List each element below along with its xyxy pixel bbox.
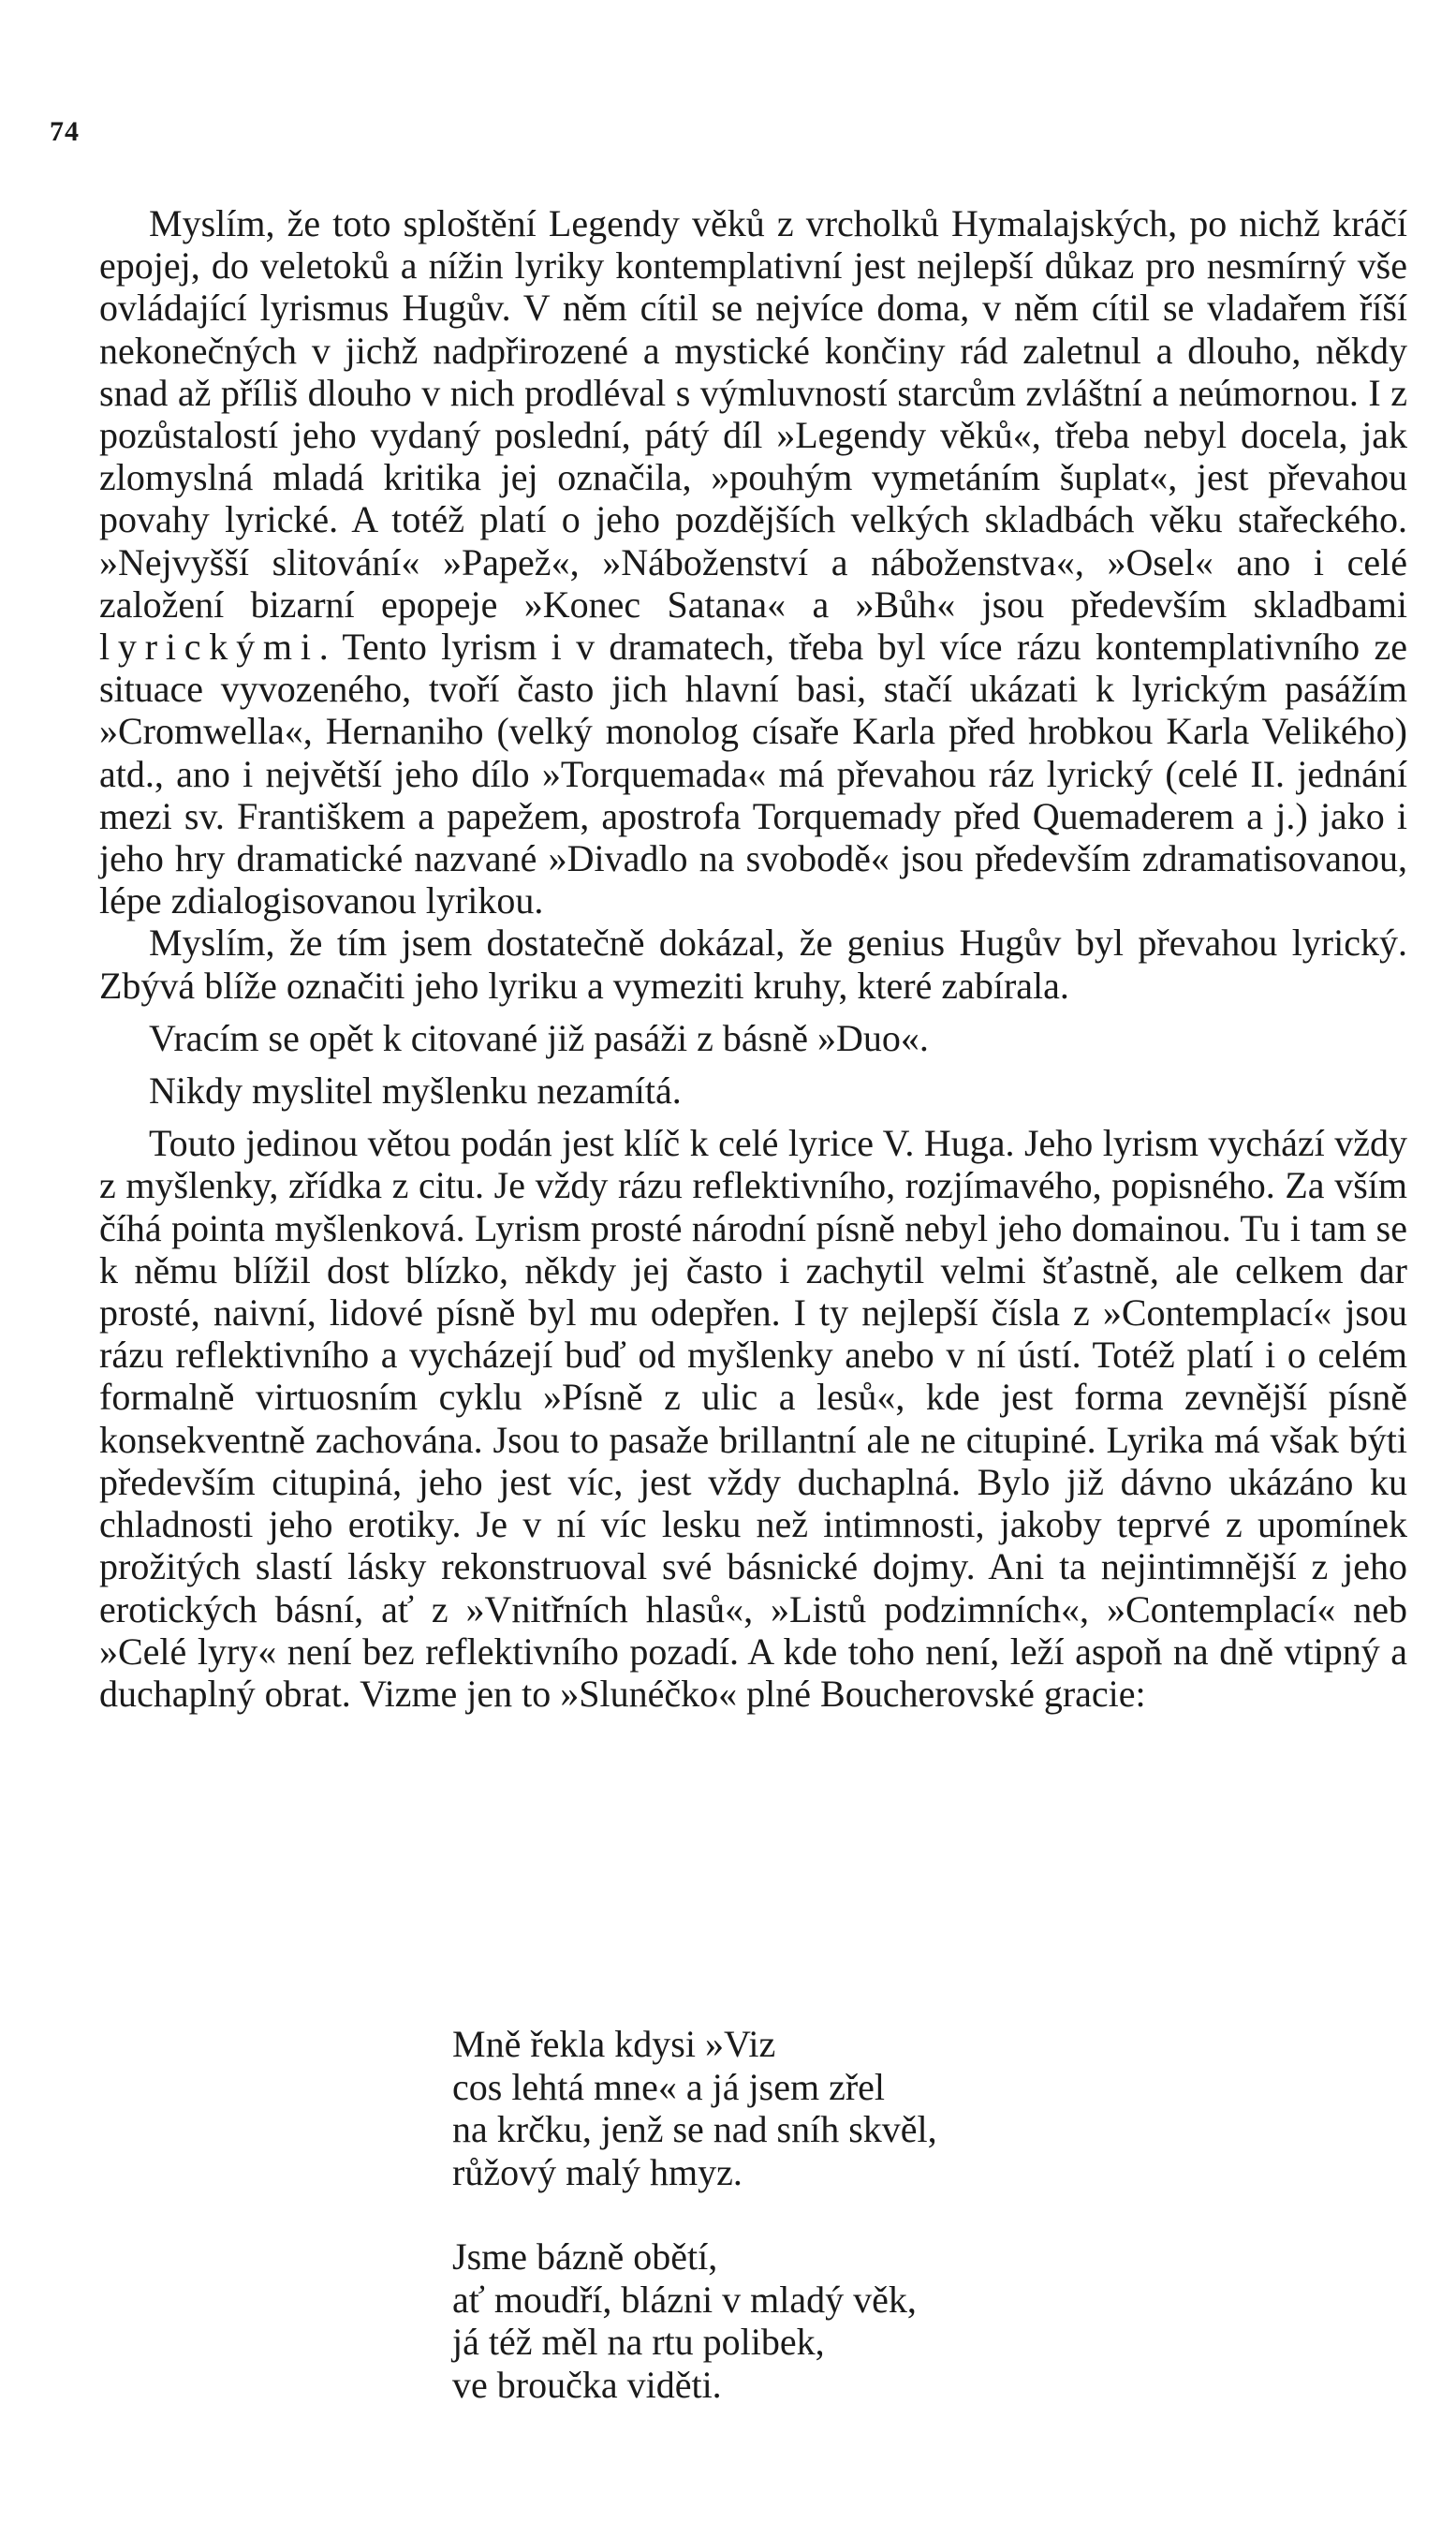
poem <box>452 2023 937 2406</box>
paragraph: Vracím se opět k citované již pasáži z básně »Duo«. <box>149 1016 929 1059</box>
poem-line: já též měl na rtu polibek, <box>452 2321 825 2363</box>
page-number: 74 <box>50 116 80 147</box>
poem-line: na krčku, jenž se nad sníh skvěl, <box>452 2108 937 2150</box>
poem-line: růžový malý hmyz. <box>452 2150 743 2193</box>
poem-line: Mně řekla kdysi »Viz <box>452 2023 776 2065</box>
emphasized-word: lyrickými <box>99 626 319 669</box>
body-text <box>99 202 1407 1715</box>
paragraph: Touto jedinou větou podán jest klíč k celé lyrice V. Huga. Jeho lyrism vychází vždy z myšlenky, zřídka z citu. Je vždy rázu reflektivního, rozjímavého, popisného. Za vším číhá pointa myšlenková. Lyrism prosté národní písně nebyl jeho domainou. Tu i tam se k němu blížil dost blízko, někdy jej často i zachytil velmi šťastně, ale celkem dar prosté, naivní, lidové písně byl mu odepřen. I ty nejlepší čísla z »Contemplací« jsou rázu reflektivního a vycházejí buď od myšlenky anebo v ní ústí. Totéž platí i o celém formalně virtuosním cyklu »Písně z ulic a lesů«, kde jest forma zevnější písně konsekventně zachována. Jsou to pasaže brillantní ale ne citupiné. Lyrika má však býti především citupiná, jeho jest víc, jest vždy duchaplná. Bylo již dávno ukázáno ku chladnosti jeho erotiky. Je v ní víc lesku než intimnosti, jakoby teprvé z upomínek prožitých slastí lásky rekonstruoval své básnické dojmy. Ani ta nejintimnější z jeho erotických básní, ať z »Vnitřních hlasů«, »Listů podzimních«, »Contemplací« neb »Celé lyry« není bez reflektivního pozadí. A kde toho není, leží aspoň na dně vtipný a duchaplný obrat. Vizme jen to »Slunéčko« plné Boucherovské gracie: <box>99 1122 1407 1715</box>
paragraph-text-continued: . Tento lyrism i v dramatech, třeba byl více rázu kontemplativního ze situace vyvozeného, tvoří často jich hlavní basi, stačí ukázati k lyrickým pasážím »Cromwella«, Hernaniho (velký monolog císaře Karla před hrobkou Karla Velikého) atd., ano i největší jeho dílo »Torquemada« má převahou ráz lyrický (celé II. jednání mezi sv. Františkem a papežem, apostrofa Torquemady před Quemaderem a j.) jako i jeho hry dramatické nazvané »Divadlo na svobodě« jsou především zdramatisovanou, lépe zdialogisovanou lyrikou. <box>99 626 1407 922</box>
paragraph-text: Myslím, že toto sploštění Legendy věků z vrcholků Hymalajských, po nichž kráčí epojej, do veletoků a nížin lyriky kontemplativní jest nejlepší důkaz pro nesmírný vše ovládající lyrismus Hugův. V něm cítil se nejvíce doma, v něm cítil se vladařem říší nekonečných v jichž nadpřirozené a mystické končiny rád zaletnul a dlouho, někdy snad až příliš dlouho v nich prodléval s výmluvností starcům zvláštní a neúmornou. I z pozůstalostí jeho vydaný poslední, pátý díl »Legendy věků«, třeba nebyl docela, jak zlomyslná mladá kritika jej označila, »pouhým vymetáním šuplat«, jest převahou povahy lyrické. A totéž platí o jeho pozdějších velkých skladbách věku stařeckého. »Nejvyšší slitování« »Papež«, »Náboženství a náboženstva«, »Osel« ano i celé založení bizarní epopeje »Konec Satana« a »Bůh« jsou především skladbami <box>99 202 1407 626</box>
paragraph: Myslím, že tím jsem dostatečně dokázal, že genius Hugův byl převahou lyrický. Zbývá blíže označiti jeho lyriku a vymeziti kruhy, které zabírala. <box>99 922 1407 1007</box>
poem-stanza <box>452 2235 937 2406</box>
paragraph <box>99 202 1407 922</box>
poem-line: ve broučka viděti. <box>452 2363 722 2406</box>
poem-line: ať moudří, blázni v mladý věk, <box>452 2278 917 2321</box>
poem-line: Jsme bázně obětí, <box>452 2235 718 2278</box>
paragraph: Nikdy myslitel myšlenku nezamítá. <box>149 1069 682 1113</box>
poem-line: cos lehtá mne« a já jsem zřel <box>452 2065 886 2108</box>
poem-stanza <box>452 2023 937 2193</box>
